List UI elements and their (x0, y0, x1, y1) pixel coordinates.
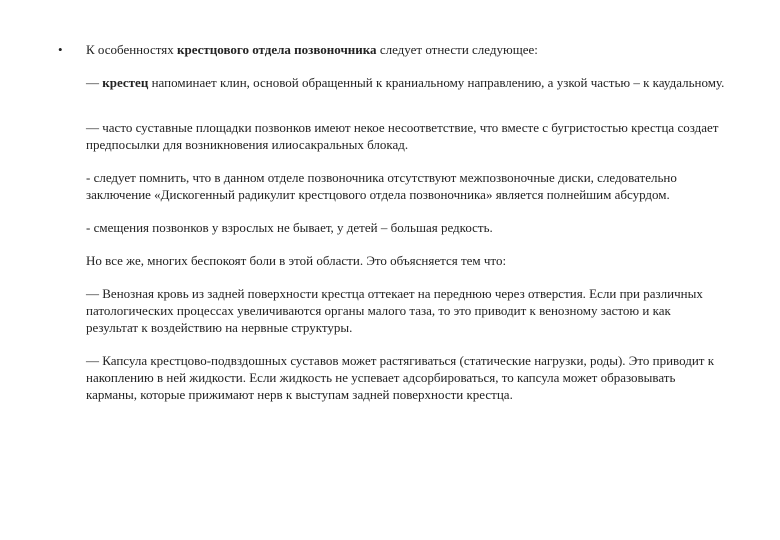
item-pain-intro: Но все же, многих беспокоят боли в этой области. Это объясняется тем что: (86, 253, 507, 268)
item1-text: напоминает клин, основой обращенный к краниальному направлению, а узкой частью – к каудальному. (148, 75, 725, 90)
bullet-marker: • (58, 42, 63, 57)
item-venous-blood: — Венозная кровь из задней поверхности крестца оттекает на переднюю через отверстия. Если при различных патологических процессах увеличиваются органы малого таза, то это приводит к венозному застою и как результат к воздействию на нервные структуры. (86, 286, 703, 335)
item-no-discs: - следует помнить, что в данном отделе позвоночника отсутствуют межпозвоночные диски, следовательно заключение «Дискогенный радикулит крестцового отдела позвоночника» является полнейшим абсурдом. (86, 170, 677, 202)
intro-text-bold: крестцового отдела позвоночника (176, 42, 377, 57)
intro-text-after: следует отнести следующее: (376, 42, 538, 57)
intro-text-before: К особенностях (86, 42, 177, 57)
item-displacement: - смещения позвонков у взрослых не бывает, у детей – большая редкость. (86, 220, 493, 235)
intro-paragraph (86, 41, 726, 58)
item1-bold: крестец (102, 75, 149, 90)
item-joint-capsule: — Капсула крестцово-подвздошных суставов может растягиваться (статические нагрузки, роды). Это приводит к накоплению в ней жидкости. Если жидкость не успевает адсорбироваться, то капсула может образовывать карманы, которые прижимают нерв к выступам задней поверхности крестца. (86, 353, 715, 402)
item-sacrum-shape (86, 74, 726, 91)
item1-dash: — (86, 75, 103, 90)
slide-content (86, 41, 726, 419)
item-joint-mismatch: — часто суставные площадки позвонков имеют некое несоответствие, что вместе с бугристостью крестца создает предпосылки для возникновения илиосакральных блокад. (86, 120, 719, 152)
